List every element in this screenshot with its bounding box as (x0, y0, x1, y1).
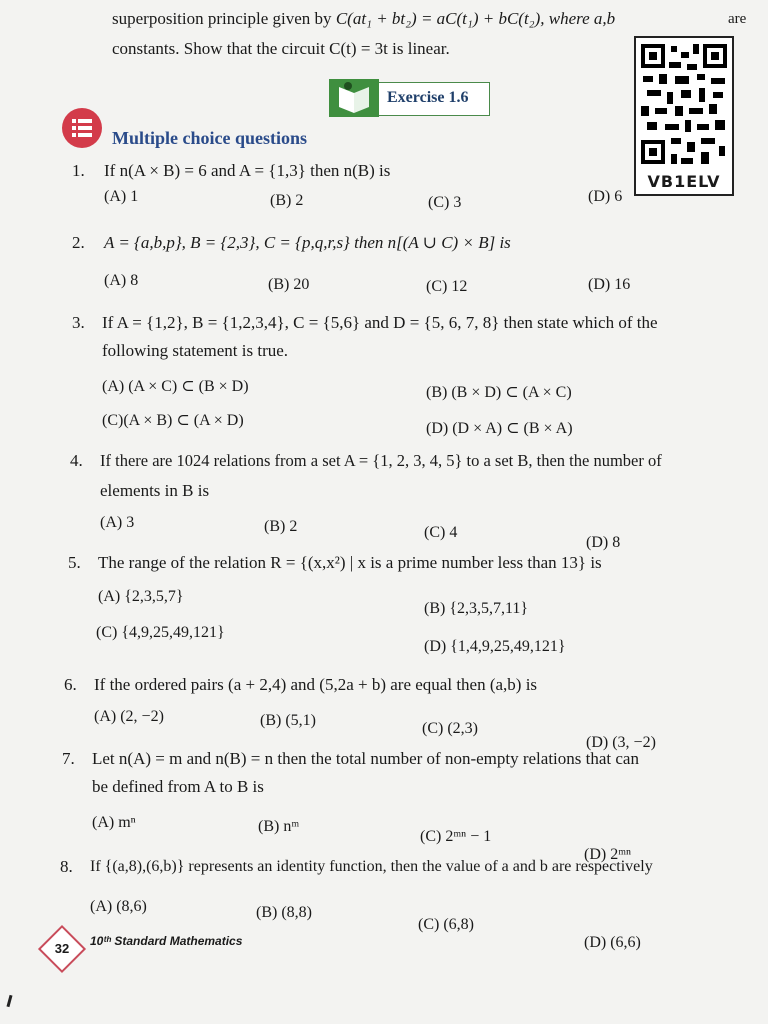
intro-line-1-suffix: are (728, 11, 747, 27)
option-b: (B) {2,3,5,7,11} (424, 600, 529, 617)
option-d: (D) 8 (586, 534, 621, 551)
option-d: (D) (6,6) (584, 934, 641, 951)
question-number: 4. (70, 451, 83, 470)
question-text: If {(a,8),(6,b)} represents an identity function, then the value of a and b are respectively (90, 858, 653, 875)
option-a: (A) {2,3,5,7} (98, 588, 184, 605)
option-c: (C) {4,9,25,49,121} (96, 624, 225, 641)
option-a: (A) (A × C) ⊂ (B × D) (102, 378, 249, 395)
option-d: (D) (D × A) ⊂ (B × A) (426, 420, 573, 437)
page-number: 32 (54, 941, 70, 956)
question-number: 5. (68, 553, 81, 572)
option-d: (D) (3, −2) (586, 734, 656, 751)
option-d: (D) 2ᵐⁿ (584, 846, 632, 863)
exercise-heading (330, 82, 490, 116)
option-b: (B) 20 (268, 276, 310, 293)
question-number: 3. (72, 313, 85, 332)
intro-line-1: superposition principle given by C(at₁ + bt₂) = aC(t₁) + bC(t₂), where a,b (112, 9, 616, 28)
page-number-badge (38, 925, 86, 973)
section-title: Multiple choice questions (112, 128, 308, 148)
question-number: 6. (64, 675, 77, 694)
option-b: (B) (8,8) (256, 904, 312, 921)
question-number: 7. (62, 749, 75, 768)
question-text: If there are 1024 relations from a set A = {1, 2, 3, 4, 5} to a set B, then the number of (100, 451, 662, 470)
option-c: (C) 4 (424, 524, 458, 541)
question-text-continued: be defined from A to B is (92, 777, 264, 796)
question-text-continued: following statement is true. (102, 341, 289, 360)
question-text: If the ordered pairs (a + 2,4) and (5,2a + b) are equal then (a,b) is (94, 675, 538, 694)
option-c: (C) 2ᵐⁿ − 1 (420, 828, 492, 845)
question-text: Let n(A) = m and n(B) = n then the total number of non-empty relations that can (92, 749, 639, 768)
option-b: (B) (5,1) (260, 712, 316, 729)
option-b: (B) nᵐ (258, 818, 300, 835)
question-text: If n(A × B) = 6 and A = {1,3} then n(B) is (104, 161, 391, 180)
mcq-list-icon (62, 108, 102, 148)
option-b: (B) (B × D) ⊂ (A × C) (426, 384, 572, 401)
book-title: 10ᵗʰ Standard Mathematics (90, 934, 243, 948)
question-text-continued: elements in B is (100, 481, 210, 500)
option-b: (B) 2 (270, 192, 304, 209)
option-a: (A) (2, −2) (94, 708, 164, 725)
question-number: 1. (72, 161, 85, 180)
question-text: A = {a,b,p}, B = {2,3}, C = {p,q,r,s} then n[(A ∪ C) × B] is (104, 233, 511, 252)
option-d: (D) 6 (588, 188, 623, 205)
option-c: (C) 3 (428, 194, 462, 211)
question-text: The range of the relation R = {(x,x²) | x is a prime number less than 13} is (98, 553, 602, 572)
option-a: (A) 1 (104, 188, 139, 205)
option-a: (A) 8 (104, 272, 139, 289)
qr-code-label: VB1ELV (647, 172, 721, 191)
option-c: (C) (6,8) (418, 916, 474, 933)
option-d: (D) 16 (588, 276, 631, 293)
option-c: (C)(A × B) ⊂ (A × D) (102, 412, 244, 429)
book-icon (325, 75, 383, 121)
option-a: (A) (8,6) (90, 898, 147, 915)
qr-code[interactable] (634, 36, 734, 196)
question-number: 2. (72, 233, 85, 252)
option-c: (C) (2,3) (422, 720, 478, 737)
question-number: 8. (60, 857, 73, 876)
exercise-title: Exercise 1.6 (387, 89, 469, 106)
option-b: (B) 2 (264, 518, 298, 535)
option-c: (C) 12 (426, 278, 468, 295)
option-d: (D) {1,4,9,25,49,121} (424, 638, 566, 655)
intro-line-2: constants. Show that the circuit C(t) = 3t is linear. (112, 39, 450, 58)
margin-mark (6, 995, 12, 1007)
question-text: If A = {1,2}, B = {1,2,3,4}, C = {5,6} and D = {5, 6, 7, 8} then state which of the (102, 313, 658, 332)
qr-pattern-icon (639, 42, 729, 170)
option-a: (A) 3 (100, 514, 135, 531)
option-a: (A) mⁿ (92, 814, 136, 831)
